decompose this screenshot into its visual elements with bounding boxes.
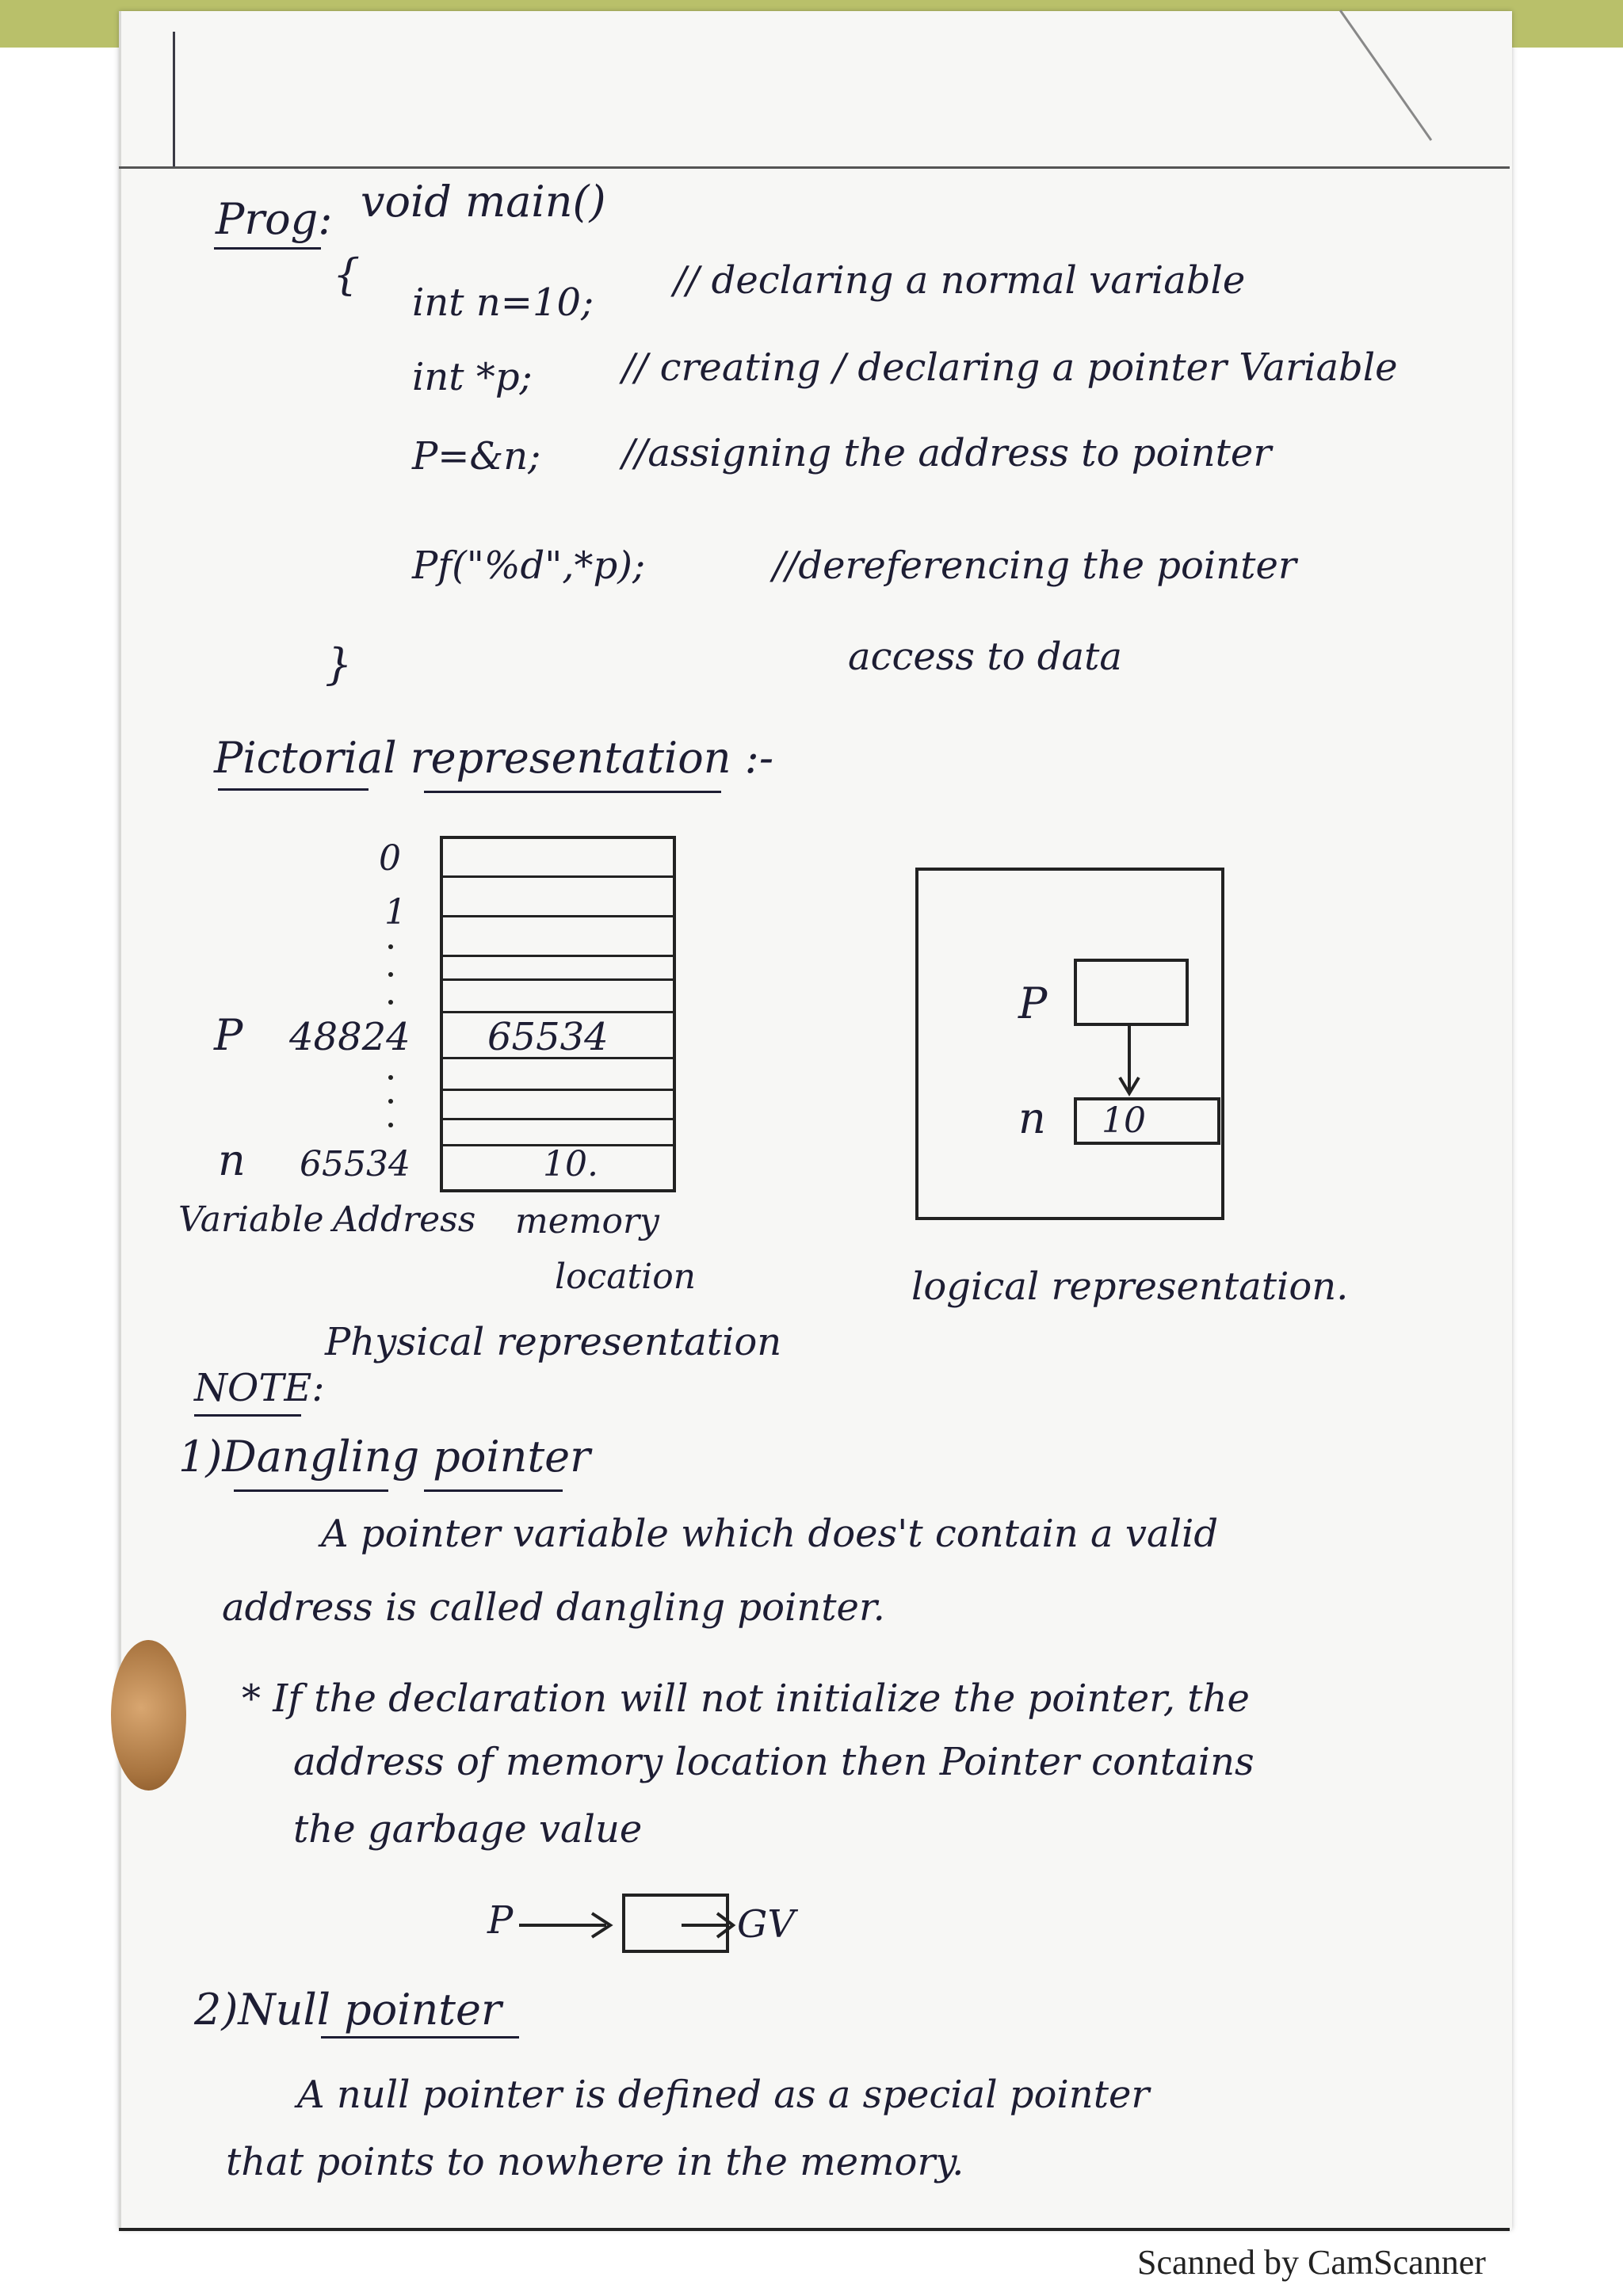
p-variable: P [214,1010,243,1060]
logical-n-label: n [1018,1093,1046,1143]
logical-caption: logical representation. [911,1264,1349,1309]
dangling-underline-2 [424,1489,563,1492]
index-dots-lower [387,1070,395,1141]
index-zero: 0 [379,838,401,879]
null-title: 2)Null pointer [194,1985,502,2035]
pictorial-heading: Pictorial representation :- [214,733,774,783]
null-underline [321,2036,519,2039]
garbage-value-label: GV [737,1902,796,1947]
n-variable: n [218,1135,246,1185]
index-one: 1 [384,892,407,933]
variable-cell [1074,1097,1220,1145]
program-signature: void main() [361,177,606,227]
index-dots-upper [387,939,395,1010]
code-line-2: int *p; [412,355,533,399]
comment-line-4: //dereferencing the pointer [773,543,1296,588]
program-label-underline [214,247,321,250]
memory-table [440,836,676,1192]
binding-ring [111,1640,186,1791]
pointer-arrow [1113,1024,1145,1097]
notebook-page [119,11,1512,2229]
page-bottom-line [119,2228,1510,2231]
pictorial-underline-1 [218,788,369,791]
n-value-cell: 10. [543,1144,598,1184]
comment-sub: access to data [848,635,1123,679]
column-memory: memory [515,1201,659,1241]
p-value-cell: 65534 [487,1015,609,1059]
dangling-bullet-2: address of memory location then Pointer contains [293,1740,1254,1784]
dangling-title: 1)Dangling pointer [178,1432,590,1482]
open-brace: { [333,250,361,299]
margin-line [173,32,175,166]
code-line-3: P=&n; [412,434,541,479]
memory-row-divider [443,1089,673,1091]
p-address: 48824 [289,1015,411,1059]
null-definition-2: that points to nowhere in the memory. [226,2140,964,2184]
column-variable: Variable [178,1199,324,1240]
garbage-arrow [682,1905,745,1945]
header-line [119,166,1510,169]
logical-diagram-frame [915,868,1224,1220]
column-location: location [555,1257,697,1297]
dangling-bullet-3: the garbage value [293,1807,643,1852]
logical-n-value: 10 [1102,1100,1146,1141]
dangling-diagram-p: P [487,1898,514,1943]
physical-caption: Physical representation [325,1320,782,1364]
memory-row-divider [443,915,673,917]
n-address: 65534 [300,1144,411,1184]
scan-watermark: Scanned by CamScanner [1137,2243,1486,2282]
close-brace: } [325,639,353,689]
comment-line-2: // creating / declaring a pointer Variable [622,345,1398,390]
memory-row-divider [443,978,673,981]
program-label: Prog: [216,194,333,244]
code-line-4: Pf("%d",*p); [412,543,646,588]
note-heading: NOTE: [194,1366,325,1410]
logical-p-label: P [1018,978,1048,1028]
memory-row-divider [443,955,673,957]
code-line-1: int n=10; [412,280,594,325]
dangling-underline-1 [234,1489,388,1492]
page-margin [0,48,119,2234]
dangling-definition-1: A pointer variable which does't contain a valid [321,1512,1219,1556]
memory-row-divider [443,1118,673,1120]
column-address: Address [333,1199,476,1240]
pictorial-underline-2 [424,791,721,793]
memory-row-divider [443,875,673,878]
comment-line-3: //assigning the address to pointer [622,431,1272,475]
dangling-bullet-1: * If the declaration will not initialize the pointer, the [242,1676,1250,1721]
note-underline [194,1414,301,1417]
comment-line-1: // declaring a normal variable [674,258,1246,303]
dangling-arrow [519,1905,622,1945]
pointer-cell [1074,959,1189,1026]
null-definition-1: A null pointer is defined as a special pointer [297,2073,1150,2117]
dangling-definition-2: address is called dangling pointer. [222,1585,885,1630]
memory-row-divider [443,1011,673,1013]
